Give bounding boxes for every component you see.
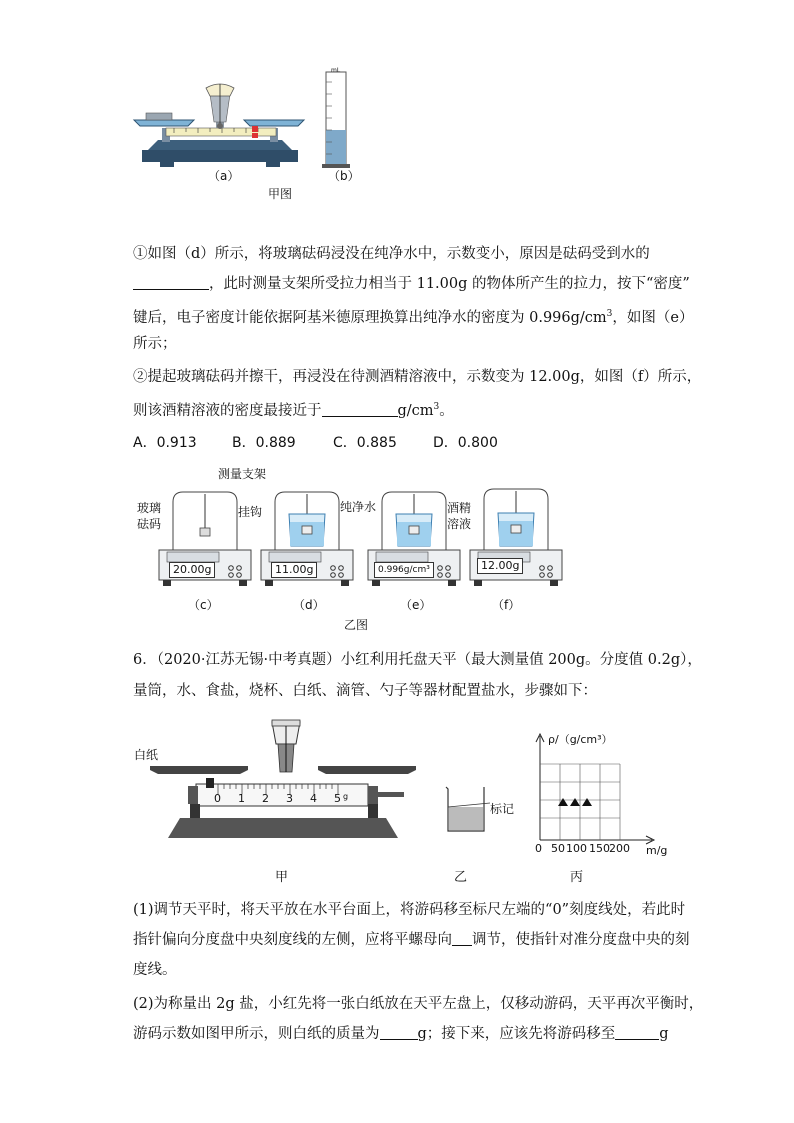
balance-figure-a <box>130 62 310 172</box>
readout-e: 0.996g/cm³ <box>374 562 434 578</box>
q5-step2-line2: 则该酒精溶液的密度最接近于 $g/cm^3$。 <box>133 402 454 419</box>
graph-xtick-200: 200 <box>609 842 630 855</box>
balance-figure-jia <box>136 714 416 844</box>
q6-part1-line1: (1)调节天平时，将天平放在水平台面上，将游码移至标尺左端的“0”刻度线处，若此时 <box>133 902 686 918</box>
q5-step1-line2: ，此时测量支架所受拉力相当于 11.00g 的物体所产生的拉力，按下“密度” <box>133 275 690 293</box>
figure-title-yi: 乙图 <box>344 618 369 632</box>
ruler-tick-0: 0 <box>214 792 221 805</box>
graduated-cylinder <box>318 68 358 170</box>
figure-title-jia: 甲图 <box>268 187 293 201</box>
q5-step2-line1: ②提起玻璃砝码并擦干，再浸没在待测酒精溶液中，示数变为 12.00g，如图（f）所示， <box>133 369 702 385</box>
q6-part1-line2: 指针偏向分度盘中央刻度线的左侧，应将平螺母向 调节，使指针对准分度盘中央的刻 <box>133 932 690 948</box>
readout-f: 12.00g <box>477 558 523 574</box>
cylinder-unit: mL <box>331 67 341 74</box>
label-water: 纯净水 <box>340 500 377 514</box>
q5-step1-line4: 所示； <box>133 336 177 352</box>
ruler-tick-4: 4 <box>310 792 317 805</box>
ruler-tick-5: 5 <box>334 792 341 805</box>
q5-step1-line1: ①如图（d）所示，将玻璃砝码浸没在纯净水中，示数变小，原因是砝码受到水的 <box>133 246 650 262</box>
graph-ylabel: ρ/（g/cm³） <box>548 733 613 746</box>
label-mark: 标记 <box>490 802 515 816</box>
answer-blank-4[interactable] <box>380 1025 418 1040</box>
label-stand: 测量支架 <box>218 467 267 481</box>
answer-blank-3[interactable] <box>452 931 472 946</box>
caption-yi: 乙 <box>454 870 468 885</box>
graph-xtick-50: 50 <box>551 842 565 855</box>
q5-step1-line3: 键后，电子密度计能依据阿基米德原理换算出纯净水的密度为 $0.996g/cm^3$，如图（e） <box>133 309 694 326</box>
option-c[interactable]: C．0.885 <box>333 435 397 451</box>
option-a[interactable]: A．0.913 <box>133 435 197 451</box>
readout-d: 11.00g <box>271 562 317 578</box>
caption-e: （e） <box>400 598 432 612</box>
ruler-unit: g <box>343 792 349 801</box>
caption-c: （c） <box>188 598 219 612</box>
q6-part1-line3: 度线。 <box>133 962 177 978</box>
caption-d: （d） <box>293 598 325 612</box>
label-paper: 白纸 <box>134 748 159 762</box>
q6-line2: 量筒，水、食盐，烧杯、白纸、滴管、勺子等器材配置盐水，步骤如下： <box>133 683 597 699</box>
density-mass-graph <box>520 730 670 856</box>
caption-a: （a） <box>208 169 240 183</box>
readout-c: 20.00g <box>169 562 215 578</box>
option-d[interactable]: D．0.800 <box>433 435 498 451</box>
q6-part2-line1: (2)为称量出 2g 盐，小红先将一张白纸放在天平左盘上，仅移动游码，天平再次平衡时， <box>133 996 704 1012</box>
q6-line1: 6．（2020·江苏无锡·中考真题）小红利用托盘天平（最大测量值 200g。分度值 0.2g）， <box>133 652 702 668</box>
answer-blank-5[interactable] <box>615 1025 659 1040</box>
graph-xtick-100: 100 <box>566 842 587 855</box>
option-b[interactable]: B．0.889 <box>232 435 296 451</box>
ruler-tick-2: 2 <box>262 792 269 805</box>
label-glass-weight: 玻璃 砝码 <box>137 501 162 531</box>
caption-f: （f） <box>492 598 521 612</box>
label-alcohol: 酒精 溶液 <box>447 501 472 531</box>
density-meter-f <box>468 485 564 590</box>
answer-blank-2[interactable] <box>322 402 398 417</box>
ruler-tick-3: 3 <box>286 792 293 805</box>
caption-bing: 丙 <box>570 870 584 885</box>
label-hook: 挂钩 <box>238 505 263 519</box>
ruler-tick-1: 1 <box>238 792 245 805</box>
beaker-yi <box>440 783 490 835</box>
caption-b: （b） <box>328 169 360 183</box>
graph-xtick-150: 150 <box>589 842 610 855</box>
q6-part2-line2: 游码示数如图甲所示，则白纸的质量为 g；接下来，应该先将游码移至 g <box>133 1026 669 1042</box>
caption-jia: 甲 <box>275 870 289 885</box>
graph-xlabel: m/g <box>646 844 668 857</box>
graph-xtick-0: 0 <box>535 842 542 855</box>
answer-blank-1[interactable] <box>133 275 209 290</box>
